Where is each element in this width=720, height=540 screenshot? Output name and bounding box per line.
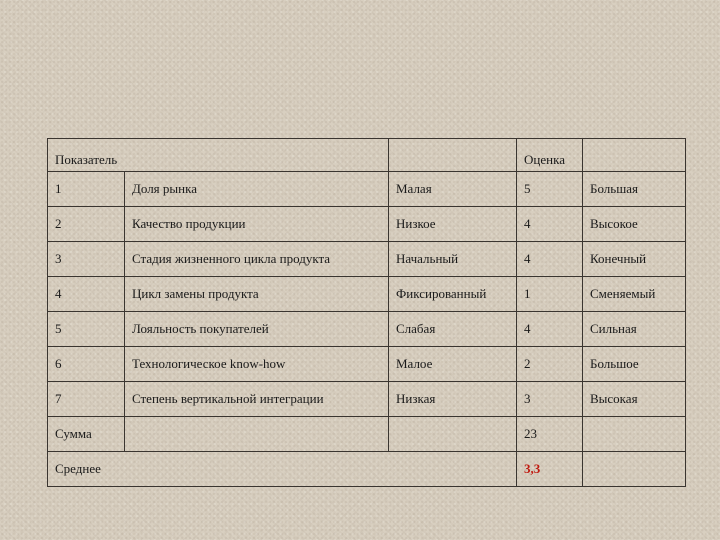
row-low: Фиксированный <box>389 277 517 312</box>
row-high: Сменяемый <box>583 277 686 312</box>
row-score: 2 <box>517 347 583 382</box>
sum-empty-high <box>583 417 686 452</box>
average-label: Среднее <box>48 452 517 487</box>
average-value: 3,3 <box>517 452 583 487</box>
row-factor: Технологическое know-how <box>125 347 389 382</box>
row-factor: Качество продукции <box>125 207 389 242</box>
sum-empty-low <box>389 417 517 452</box>
table-row <box>48 207 686 242</box>
header-score: Оценка <box>517 139 583 172</box>
sum-row <box>48 417 686 452</box>
row-factor: Цикл замены продукта <box>125 277 389 312</box>
header-empty-right <box>583 139 686 172</box>
average-empty-high <box>583 452 686 487</box>
row-score: 3 <box>517 382 583 417</box>
row-high: Большая <box>583 172 686 207</box>
average-row <box>48 452 686 487</box>
row-factor: Доля рынка <box>125 172 389 207</box>
sum-value: 23 <box>517 417 583 452</box>
sum-empty-factor <box>125 417 389 452</box>
row-number: 6 <box>48 347 125 382</box>
row-score: 4 <box>517 312 583 347</box>
row-score: 4 <box>517 242 583 277</box>
row-number: 5 <box>48 312 125 347</box>
table-row <box>48 382 686 417</box>
table-row <box>48 172 686 207</box>
row-number: 7 <box>48 382 125 417</box>
row-factor: Лояльность покупателей <box>125 312 389 347</box>
header-empty <box>389 139 517 172</box>
row-low: Низкое <box>389 207 517 242</box>
table-row <box>48 277 686 312</box>
row-high: Сильная <box>583 312 686 347</box>
evaluation-table <box>47 138 686 487</box>
row-number: 3 <box>48 242 125 277</box>
row-low: Малая <box>389 172 517 207</box>
row-factor: Степень вертикальной интеграции <box>125 382 389 417</box>
row-factor: Стадия жизненного цикла продукта <box>125 242 389 277</box>
row-number: 2 <box>48 207 125 242</box>
row-score: 4 <box>517 207 583 242</box>
row-high: Конечный <box>583 242 686 277</box>
table-row <box>48 312 686 347</box>
header-row <box>48 139 686 172</box>
table-row <box>48 242 686 277</box>
table-row <box>48 347 686 382</box>
row-score: 5 <box>517 172 583 207</box>
row-number: 4 <box>48 277 125 312</box>
row-low: Слабая <box>389 312 517 347</box>
row-high: Большое <box>583 347 686 382</box>
sum-label: Сумма <box>48 417 125 452</box>
row-high: Высокое <box>583 207 686 242</box>
header-indicator: Показатель <box>48 139 389 172</box>
row-high: Высокая <box>583 382 686 417</box>
row-number: 1 <box>48 172 125 207</box>
row-score: 1 <box>517 277 583 312</box>
row-low: Малое <box>389 347 517 382</box>
row-low: Низкая <box>389 382 517 417</box>
row-low: Начальный <box>389 242 517 277</box>
